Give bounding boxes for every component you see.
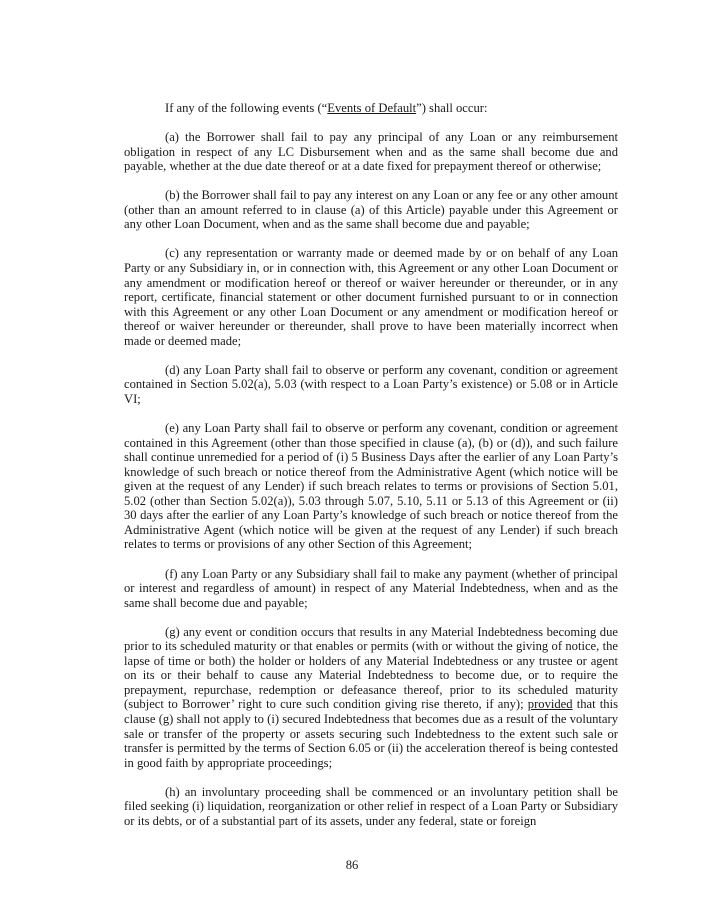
clause-b: (b) the Borrower shall fail to pay any interest on any Loan or any fee or any other amount (other than an amount referred to in clause (a) of this Article) payable under this Agreement or any other Loan Document, when and as the same shall become due and payable;: [124, 188, 618, 232]
intro-before: If any of the following events (“: [165, 101, 328, 115]
clause-g-after: that this clause (g) shall not apply to (i) secured Indebtedness that becomes due as a result of the voluntary sale or transfer of the property or assets securing such Indebtedness to the extent such sale or transfer is permitted by the terms of Section 6.05 or (ii) the acceleration thereof is being contested in good faith by appropriate proceedings;: [124, 697, 618, 770]
defined-term-events-of-default: Events of Default: [327, 101, 417, 115]
intro-paragraph: [124, 101, 618, 116]
clause-g-before: (g) any event or condition occurs that results in any Material Indebtedness becoming due prior to its scheduled maturity or that enables or permits (with or without the giving of notice, the lapse of time or both) the holder or holders of any Material Indebtedness or any trustee or agent on its or their behalf to cause any Material Indebtedness to become due, or to require the prepayment, repurchase, redemption or defeasance thereof, prior to its scheduled maturity (subject to Borrower’ right to cure such condition giving rise thereto, if any);: [124, 624, 618, 712]
body-text: [124, 101, 618, 843]
clause-c: (c) any representation or warranty made or deemed made by or on behalf of any Loan Party or any Subsidiary in, or in connection with, this Agreement or any other Loan Document or any amendment or modification hereof or thereof or waiver hereunder or thereunder, or in any report, certificate, financial statement or other document furnished pursuant to or in connection with this Agreement or any other Loan Document or any amendment or modification hereof or thereof or waiver hereunder or thereunder, shall prove to have been materially incorrect when made or deemed made;: [124, 246, 618, 348]
clause-a: (a) the Borrower shall fail to pay any principal of any Loan or any reimbursement obligation in respect of any LC Disbursement when and as the same shall become due and payable, whether at the due date thereof or at a date fixed for prepayment thereof or otherwise;: [124, 130, 618, 174]
clause-d: (d) any Loan Party shall fail to observe or perform any covenant, condition or agreement contained in Section 5.02(a), 5.03 (with respect to a Loan Party’s existence) or 5.08 or in Article VI;: [124, 362, 618, 406]
clause-e: (e) any Loan Party shall fail to observe or perform any covenant, condition or agreement contained in this Agreement (other than those specified in clause (a), (b) or (d)), and such failure shall continue unremedied for a period of (i) 5 Business Days after the earlier of any Loan Party’s knowledge of such breach or notice thereof from the Administrative Agent (which notice will be given at the request of any Lender) if such breach relates to terms or provisions of Section 5.01, 5.02 (other than Section 5.02(a)), 5.03 through 5.07, 5.10, 5.11 or 5.13 of this Agreement or (ii) 30 days after the earlier of any Loan Party’s knowledge of such breach or notice thereof from the Administrative Agent (which notice will be given at the request of any Lender) if such breach relates to terms or provisions of any other Section of this Agreement;: [124, 421, 618, 552]
page-number: 86: [345, 858, 359, 872]
provided-term: provided: [527, 697, 573, 712]
intro-after: ”) shall occur:: [416, 101, 488, 115]
clause-g: [124, 625, 618, 770]
clause-f: (f) any Loan Party or any Subsidiary shall fail to make any payment (whether of principal or interest and regardless of amount) in respect of any Material Indebtedness, when and as the same shall become due and payable;: [124, 566, 618, 610]
clause-h: (h) an involuntary proceeding shall be commenced or an involuntary petition shall be filed seeking (i) liquidation, reorganization or other relief in respect of a Loan Party or Subsidiary or its debts, or of a substantial part of its assets, under any federal, state or foreign: [124, 784, 618, 828]
